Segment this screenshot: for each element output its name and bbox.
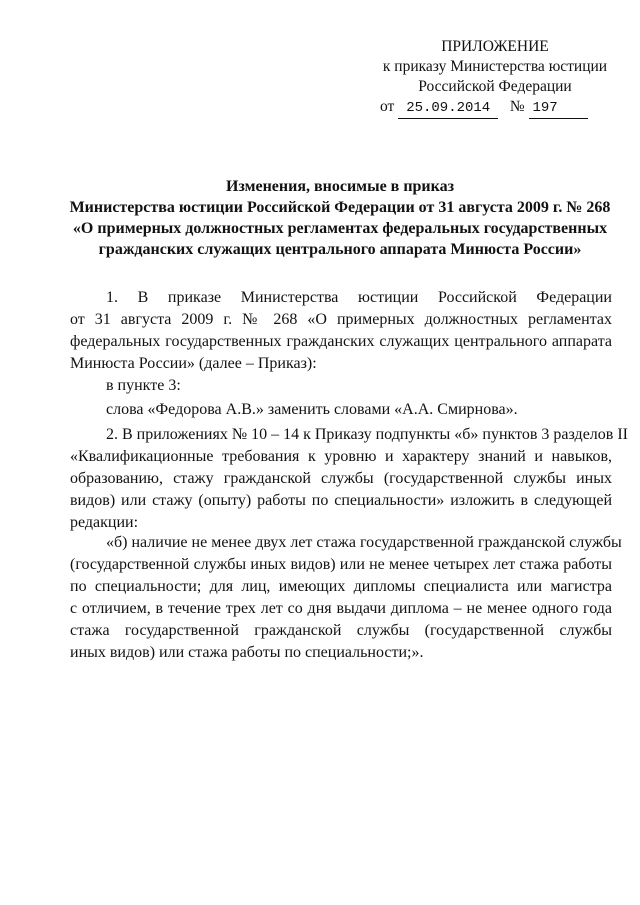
appendix-header — [370, 37, 620, 119]
text-line: от 31 августа 2009 г. № 268 «О примерных должностных регламентах — [70, 311, 612, 328]
text-line: федеральных государственных гражданских служащих центрального аппарата — [70, 333, 612, 350]
number-prefix: № — [509, 98, 525, 115]
paragraph-3 — [70, 399, 612, 421]
date-prefix: от — [380, 98, 395, 115]
text-line: Минюста России» (далее – Приказ): — [70, 355, 317, 372]
paragraph-5 — [70, 532, 622, 664]
text-line: 2. В приложениях № 10 – 14 к Приказу подпункты «б» пунктов 3 разделов II — [106, 426, 628, 443]
title-line: «О примерных должностных регламентах федеральных государственных — [72, 220, 608, 237]
text-line: видов) или стажу (опыту) работы по специальности» изложить в следующей — [70, 492, 612, 509]
title-line: Министерства юстиции Российской Федерации от 31 августа 2009 г. № 268 — [69, 199, 611, 216]
paragraph-4 — [70, 424, 628, 534]
paragraph-2 — [70, 375, 612, 397]
order-date-number — [370, 97, 620, 119]
paragraph-1 — [70, 287, 612, 375]
title-line: Изменения, вносимые в приказ — [225, 178, 455, 195]
title-line: гражданских служащих центрального аппарата Минюста России» — [98, 241, 582, 258]
text-line: с отличием, в течение трех лет со дня выдачи диплома – не менее одного года — [70, 600, 612, 617]
order-number: 197 — [529, 98, 588, 119]
appendix-title: ПРИЛОЖЕНИЕ — [441, 38, 549, 55]
text-line: (государственной службы иных видов) или не менее четырех лет стажа работы — [70, 556, 612, 573]
text-line: 1. В приказе Министерства юстиции Российской Федерации — [106, 289, 612, 306]
order-date: 25.09.2014 — [398, 98, 498, 119]
document-title — [60, 176, 620, 260]
text-line: стажа государственной гражданской службы (государственной службы — [70, 622, 612, 639]
text-line: в пункте 3: — [106, 377, 181, 394]
appendix-line-2: Российской Федерации — [418, 78, 572, 95]
text-line: слова «Федорова А.В.» заменить словами «А.А. Смирнова». — [106, 401, 518, 418]
text-line: редакции: — [70, 514, 139, 531]
text-line: «б) наличие не менее двух лет стажа государственной гражданской службы — [106, 534, 622, 551]
text-line: образованию, стажу гражданской службы (государственной службы иных — [70, 470, 612, 487]
appendix-line-1: к приказу Министерства юстиции — [382, 58, 608, 75]
text-line: по специальности; для лиц, имеющих дипломы специалиста или магистра — [70, 578, 612, 595]
text-line: «Квалификационные требования к уровню и характеру знаний и навыков, — [70, 448, 612, 465]
text-line: иных видов) или стажа работы по специальности;». — [70, 644, 424, 661]
